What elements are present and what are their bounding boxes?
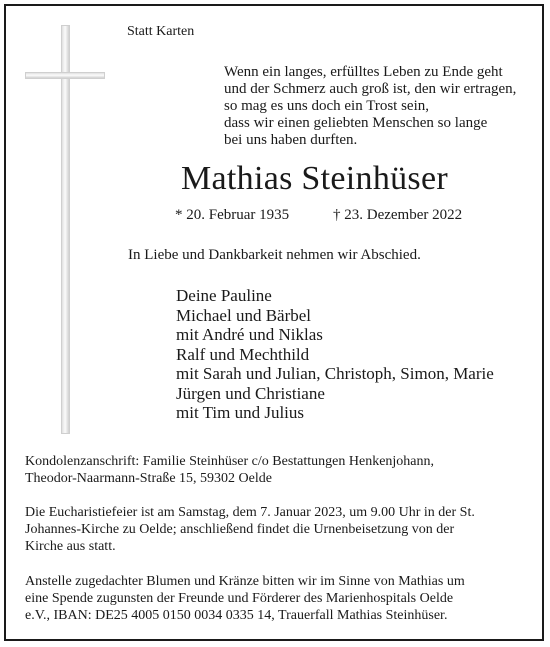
donation-line: e.V., IBAN: DE25 4005 0150 0034 0335 14, Trauerfall Mathias Steinhüser. xyxy=(25,608,448,623)
mourner-line: mit Tim und Julius xyxy=(176,403,305,422)
condolence-address xyxy=(25,453,497,487)
condolence-line: Theodor-Naarmann-Straße 15, 59302 Oelde xyxy=(25,471,272,486)
poem xyxy=(224,64,516,149)
birth-date: * 20. Februar 1935 xyxy=(175,207,290,223)
deceased-name: Mathias Steinhüser xyxy=(181,160,448,197)
mourner-line: Deine Pauline xyxy=(176,286,272,305)
poem-line: dass wir einen geliebten Menschen so lange xyxy=(224,115,488,131)
header-note: Statt Karten xyxy=(127,24,195,39)
service-line: Johannes-Kirche zu Oelde; anschließend findet die Urnenbeisetzung von der xyxy=(25,522,455,537)
mourner-line: Jürgen und Christiane xyxy=(176,383,325,403)
donation-line: eine Spende zugunsten der Freunde und Förderer des Marienhospitals Oelde xyxy=(25,591,454,606)
donation-line: Anstelle zugedachter Blumen und Kränze bitten wir im Sinne von Mathias um xyxy=(25,574,465,589)
service-line: Die Eucharistiefeier ist am Samstag, dem 7. Januar 2023, um 9.00 Uhr in der St. xyxy=(25,505,475,520)
condolence-line: Kondolenzanschrift: Familie Steinhüser c/o Bestattungen Henkenjohann, xyxy=(25,454,435,469)
cross-icon-bar xyxy=(25,72,105,79)
farewell-text: In Liebe und Dankbarkeit nehmen wir Abschied. xyxy=(128,247,421,263)
service-info xyxy=(25,504,497,555)
poem-line: so mag es uns doch ein Trost sein, xyxy=(224,98,430,114)
cross-icon xyxy=(61,25,70,434)
mourners-list xyxy=(176,286,494,423)
death-date: † 23. Dezember 2022 xyxy=(333,207,463,223)
poem-line: und der Schmerz auch groß ist, den wir ertragen, xyxy=(224,81,517,97)
mourner-line: Michael und Bärbel xyxy=(176,305,312,325)
mourner-line: mit André und Niklas xyxy=(176,325,323,344)
poem-line: bei uns haben durften. xyxy=(224,132,358,148)
poem-line: Wenn ein langes, erfülltes Leben zu Ende geht xyxy=(224,64,503,80)
mourner-line: mit Sarah und Julian, Christoph, Simon, Marie xyxy=(176,364,494,383)
mourner-line: Ralf und Mechthild xyxy=(176,344,310,364)
service-line: Kirche aus statt. xyxy=(25,539,116,554)
donation-info xyxy=(25,573,497,624)
